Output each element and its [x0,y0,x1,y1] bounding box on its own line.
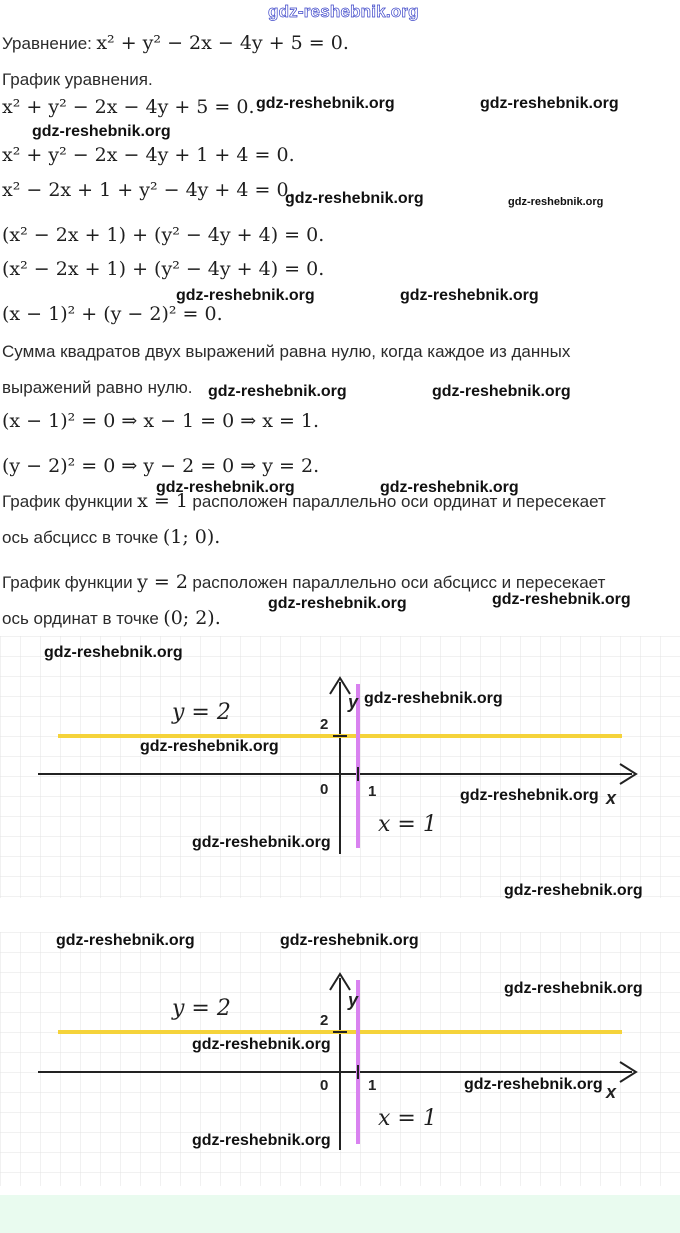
step-1: x² + y² − 2x − 4y + 5 = 0. [2,96,255,118]
fx-point: (1; 0). [162,526,221,548]
watermark: gdz-reshebnik.org [504,980,643,997]
watermark: gdz-reshebnik.org [56,932,195,949]
graph-2 [0,932,680,1186]
watermark: gdz-reshebnik.org [192,1132,331,1149]
watermark: gdz-reshebnik.org [192,1036,331,1053]
x-axis-label: x [606,1082,617,1102]
watermark: gdz-reshebnik.org [380,479,519,496]
watermark: gdz-reshebnik.org [176,287,315,304]
fy-point: (0; 2). [163,607,221,629]
watermark: gdz-reshebnik.org [432,383,571,400]
watermark: gdz-reshebnik.org [504,882,643,899]
step-3: x² − 2x + 1 + y² − 4y + 4 = 0. [2,179,295,201]
watermark: gdz-reshebnik.org [364,690,503,707]
fx-line-2 [2,526,220,548]
graph-1 [0,636,680,898]
graph-1-svg [0,636,680,898]
solve-x: (x − 1)² = 0 ⇒ x − 1 = 0 ⇒ x = 1. [2,410,320,432]
watermark: gdz-reshebnik.org [140,738,279,755]
y-tick-label: 2 [320,1012,329,1029]
x-tick-label: 1 [368,1077,377,1094]
step-6: (x − 1)² + (y − 2)² = 0. [2,303,223,325]
fy-text-a: График функции [2,573,133,592]
x-axis-label: x [606,788,617,808]
site-watermark[interactable]: gdz-reshebnik.org [268,2,419,21]
equation-label: Уравнение: [2,34,92,53]
fy-line-1 [2,571,605,593]
y-tick-label: 2 [320,716,329,733]
watermark: gdz-reshebnik.org [156,479,295,496]
watermark: gdz-reshebnik.org [268,595,407,612]
line-y-label: y = 2 [172,996,231,1021]
watermark: gdz-reshebnik.org [44,644,183,661]
bottom-bar [0,1195,680,1233]
x-tick-label: 1 [368,783,377,800]
watermark: gdz-reshebnik.org [508,196,604,208]
equation-line [2,32,349,54]
step-2: x² + y² − 2x − 4y + 1 + 4 = 0. [2,144,295,166]
fx-line-1 [2,490,606,512]
fy-equation: y = 2 [137,571,188,593]
line-y-label: y = 2 [172,700,231,725]
y-axis-label: y [348,692,359,712]
watermark: gdz-reshebnik.org [192,834,331,851]
line-x-label: x = 1 [378,1106,437,1131]
origin-label: 0 [320,781,329,798]
watermark: gdz-reshebnik.org [400,287,539,304]
watermark: gdz-reshebnik.org [208,383,347,400]
watermark: gdz-reshebnik.org [480,95,619,112]
watermark: gdz-reshebnik.org [256,95,395,112]
fx-equation: x = 1 [137,490,188,512]
fy-text-b: расположен параллельно оси абсцисс и пересекает [192,573,606,592]
origin-label: 0 [320,1077,329,1094]
y-axis-label: y [348,990,359,1010]
step-5: (x² − 2x + 1) + (y² − 4y + 4) = 0. [2,258,325,280]
solve-y: (y − 2)² = 0 ⇒ y − 2 = 0 ⇒ y = 2. [2,455,320,477]
step-4: (x² − 2x + 1) + (y² − 4y + 4) = 0. [2,224,325,246]
line-x-label: x = 1 [378,812,437,837]
watermark: gdz-reshebnik.org [280,932,419,949]
watermark: gdz-reshebnik.org [285,190,424,207]
fy-text-c: ось ординат в точке [2,609,159,628]
sum-text-1: Сумма квадратов двух выражений равна нулю, когда каждое из данных [2,342,571,361]
equation-expression: x² + y² − 2x − 4y + 5 = 0. [96,32,349,54]
fx-text-b: расположен параллельно оси ординат и пересекает [192,492,606,511]
watermark: gdz-reshebnik.org [460,787,599,804]
fx-text-a: График функции [2,492,133,511]
watermark: gdz-reshebnik.org [464,1076,603,1093]
watermark: gdz-reshebnik.org [32,123,171,140]
fy-line-2 [2,607,221,629]
fx-text-c: ось абсцисс в точке [2,528,159,547]
sum-text-2: выражений равно нулю. [2,378,193,397]
graph-heading: График уравнения. [2,70,153,89]
graph-2-svg [0,932,680,1186]
watermark: gdz-reshebnik.org [492,591,631,608]
